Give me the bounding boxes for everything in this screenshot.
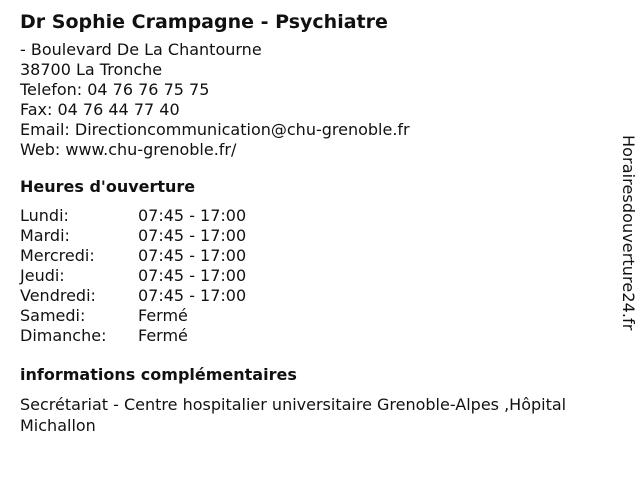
day-label: Mercredi: [20, 246, 95, 265]
hours-table [20, 206, 620, 346]
page-title: Dr Sophie Crampagne - Psychiatre [20, 11, 388, 33]
city-line: 38700 La Tronche [20, 60, 163, 79]
contact-block [20, 40, 620, 160]
hours-row [20, 226, 620, 246]
day-label: Jeudi: [20, 266, 65, 285]
hours-row [20, 266, 620, 286]
hours-row [20, 326, 620, 346]
address-line: - Boulevard De La Chantourne [20, 40, 262, 59]
hours-value: 07:45 - 17:00 [138, 286, 247, 305]
hours-row [20, 206, 620, 226]
hours-row [20, 306, 620, 326]
hours-title: Heures d'ouverture [20, 177, 196, 196]
day-label: Samedi: [20, 306, 86, 325]
hours-row [20, 246, 620, 266]
day-label: Vendredi: [20, 286, 96, 305]
hours-value: 07:45 - 17:00 [138, 226, 247, 245]
fax-line: Fax: 04 76 44 77 40 [20, 100, 180, 119]
email-line: Email: Directioncommunication@chu-grenoble.fr [20, 120, 410, 139]
day-label: Mardi: [20, 226, 70, 245]
hours-value: Fermé [138, 326, 188, 345]
web-line: Web: www.chu-grenoble.fr/ [20, 140, 237, 159]
hours-value: 07:45 - 17:00 [138, 246, 247, 265]
phone-line: Telefon: 04 76 76 75 75 [20, 80, 210, 99]
hours-row [20, 286, 620, 306]
info-text: Secrétariat - Centre hospitalier universitaire Grenoble-Alpes ,Hôpital Michallon [20, 395, 567, 435]
hours-value: 07:45 - 17:00 [138, 206, 247, 225]
listing-card [20, 8, 620, 436]
info-title: informations complémentaires [20, 365, 297, 384]
hours-value: 07:45 - 17:00 [138, 266, 247, 285]
site-watermark: Horairesdouverture24.fr [619, 135, 638, 331]
hours-value: Fermé [138, 306, 188, 325]
day-label: Dimanche: [20, 326, 107, 345]
day-label: Lundi: [20, 206, 69, 225]
